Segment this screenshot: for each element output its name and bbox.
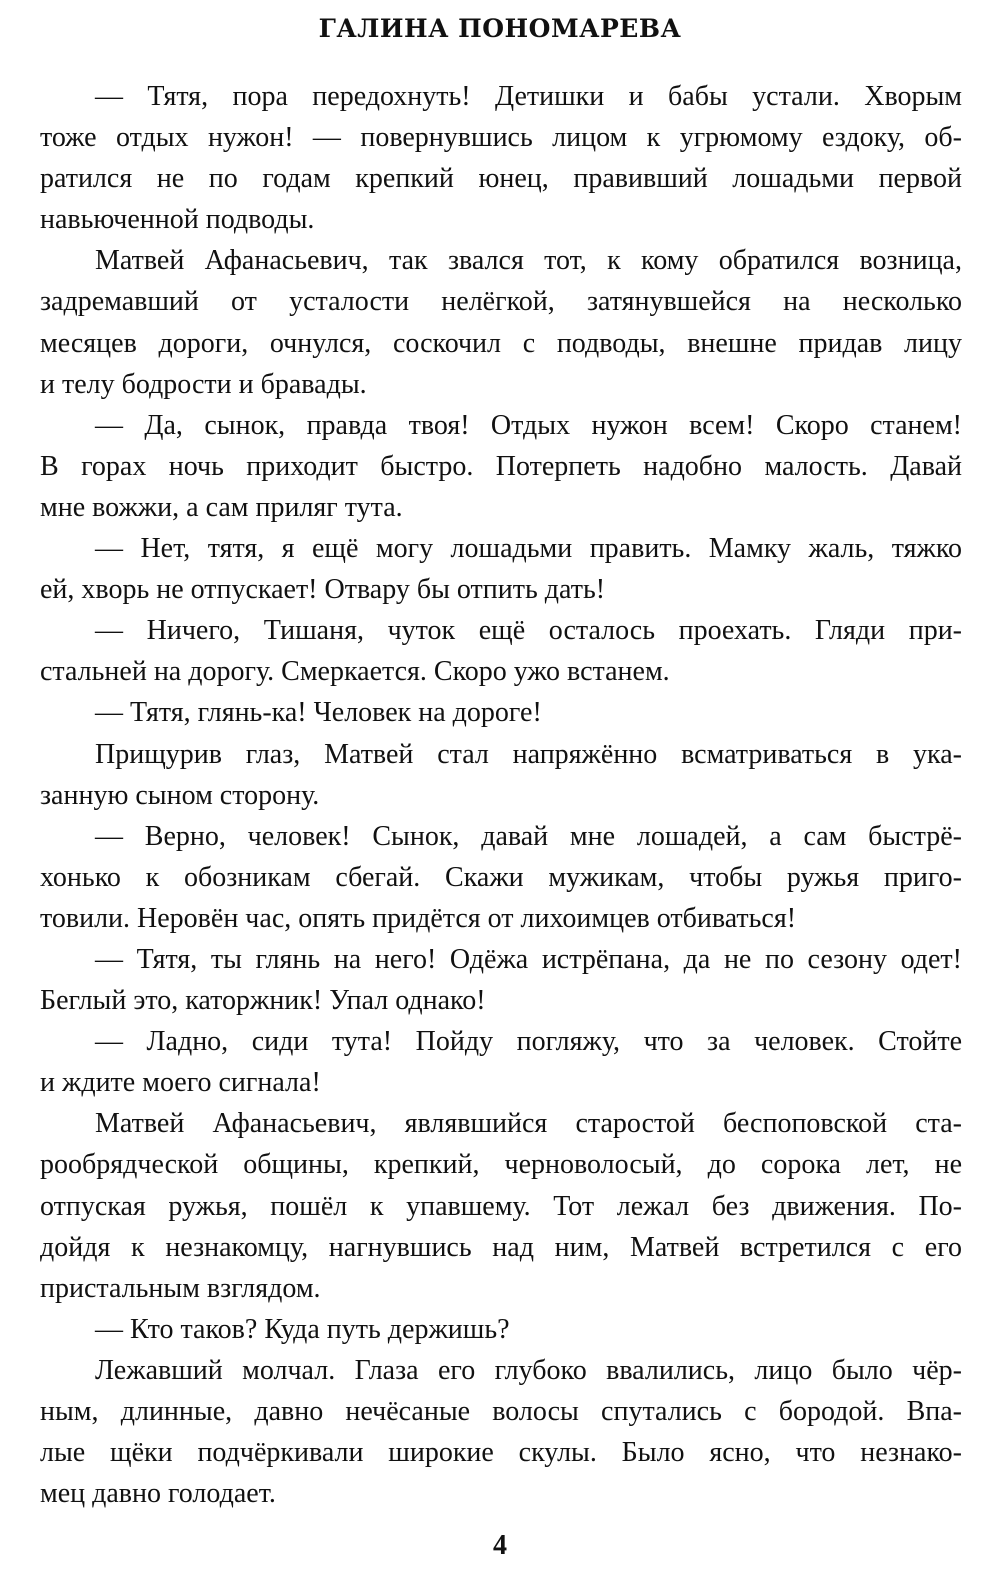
text-line: — Верно, человек! Сынок, давай мне лошадей, а сам быстрё-	[95, 820, 962, 852]
text-line: отпуская ружья, пошёл к упавшему. Тот лежал без движения. По-	[40, 1190, 962, 1222]
text-line: — Ладно, сиди тута! Пойду погляжу, что за человек. Стойте	[95, 1026, 962, 1058]
text-line: — Тятя, пора передохнуть! Детишки и бабы устали. Хворым	[95, 81, 962, 112]
paragraph	[40, 1350, 962, 1514]
text-line: В горах ночь приходит быстро. Потерпеть надобно малость. Давай	[40, 450, 962, 482]
text-line: и ждите моего сигнала!	[40, 1067, 321, 1099]
text-line: и телу бодрости и бравады.	[40, 368, 367, 400]
paragraph	[40, 692, 962, 733]
text-line: Лежавший молчал. Глаза его глубоко ввалились, лицо было чёр-	[95, 1354, 962, 1386]
text-line: навьюченной подводы.	[40, 204, 315, 236]
text-line: мец давно голодает.	[40, 1478, 276, 1510]
text-line: ным, длинные, давно нечёсаные волосы спутались с бородой. Впа-	[40, 1396, 962, 1427]
text-line: пристальным взглядом.	[40, 1272, 321, 1304]
text-line: занную сыном сторону.	[40, 779, 320, 811]
paragraph	[40, 1021, 962, 1103]
paragraph	[40, 528, 962, 610]
text-line: тоже отдых нужон! — повернувшись лицом к угрюмому ездоку, об-	[40, 122, 962, 154]
paragraph	[40, 939, 962, 1021]
text-line: — Да, сынок, правда твоя! Отдых нужон всем! Скоро станем!	[95, 409, 962, 441]
text-line: товили. Неровён час, опять придётся от лихоимцев отбиваться!	[40, 902, 797, 934]
paragraph	[40, 610, 962, 692]
text-line: — Ничего, Тишаня, чуток ещё осталось проехать. Гляди при-	[95, 615, 962, 647]
paragraph	[40, 816, 962, 939]
text-line: месяцев дороги, очнулся, соскочил с подводы, внешне придав лицу	[40, 327, 962, 359]
text-line: ей, хворь не отпускает! Отвару бы отпить дать!	[40, 574, 606, 606]
body-text	[40, 76, 962, 1514]
text-line: дойдя к незнакомцу, нагнувшись над ним, Матвей встретился с его	[40, 1231, 962, 1263]
text-line: — Тятя, ты глянь на него! Одёжа истрёпана, да не по сезону одет!	[95, 943, 962, 975]
text-line: хонько к обозникам сбегай. Скажи мужикам, чтобы ружья приго-	[40, 861, 962, 893]
text-line: — Нет, тятя, я ещё могу лошадьми править. Мамку жаль, тяжко	[95, 533, 962, 565]
paragraph	[40, 734, 962, 816]
text-line: задремавший от усталости нелёгкой, затянувшейся на несколько	[40, 286, 962, 318]
paragraph	[40, 405, 962, 528]
text-line: лые щёки подчёркивали широкие скулы. Было ясно, что незнако-	[40, 1437, 962, 1469]
text-line: — Тятя, глянь-ка! Человек на дороге!	[95, 697, 542, 729]
running-title: ГАЛИНА ПОНОМАРЕВА	[318, 14, 682, 43]
paragraph	[40, 76, 962, 240]
text-line: рообрядческой общины, крепкий, черноволосый, до сорока лет, не	[40, 1149, 962, 1181]
paragraph	[40, 1309, 962, 1350]
page-number: 4	[493, 1530, 507, 1561]
text-line: Беглый это, каторжник! Упал однако!	[40, 985, 486, 1017]
text-line: — Кто таков? Куда путь держишь?	[95, 1313, 510, 1345]
text-line: мне вожжи, а сам приляг тута.	[40, 491, 403, 523]
text-line: ратился не по годам крепкий юнец, правивший лошадьми первой	[40, 163, 962, 195]
paragraph	[40, 240, 962, 404]
paragraph	[40, 1103, 962, 1308]
text-line: Матвей Афанасьевич, так звался тот, к кому обратился возница,	[95, 245, 962, 277]
text-line: Матвей Афанасьевич, являвшийся старостой беспоповской ста-	[95, 1108, 962, 1140]
text-line: Прищурив глаз, Матвей стал напряжённо всматриваться в ука-	[95, 738, 962, 770]
text-line: стальней на дорогу. Смеркается. Скоро ужо встанем.	[40, 656, 670, 688]
